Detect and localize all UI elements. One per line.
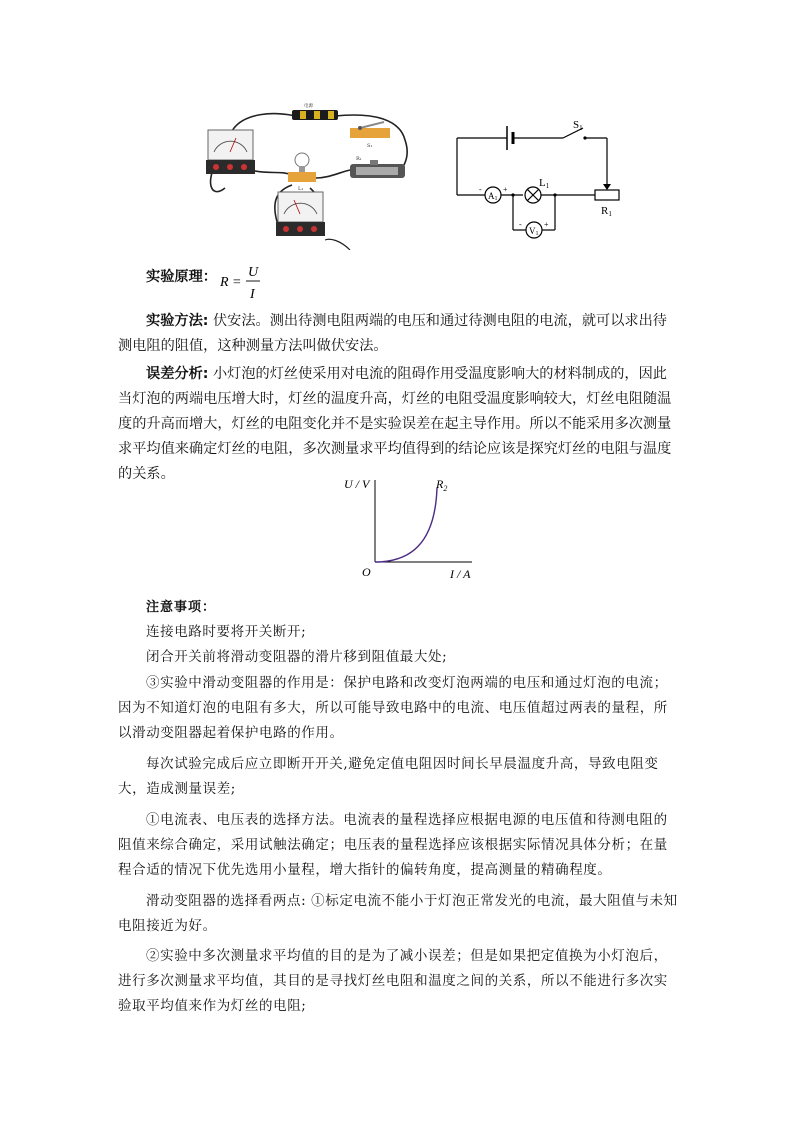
svg-text:A1: A1 <box>488 191 498 202</box>
rheostat-photo-icon <box>350 160 405 178</box>
switch-photo-label: S₁ <box>367 143 373 149</box>
note-item-7: ②实验中多次测量求平均值的目的是为了减小误差；但是如果把定值换为小灯泡后，进行多次测量求平均值，其目的是寻找灯丝电阻和温度之间的关系，所以不能进行多次实验取平均值来作为灯丝的电阻; <box>118 948 668 1014</box>
lamp-label: L1 <box>539 177 550 190</box>
error-paragraph <box>118 362 678 487</box>
error-text: 小灯泡的灯丝使采用对电流的阻碍作用受温度影响大的材料制成的，因此当灯泡的两端电压增大时，灯丝的温度升高，灯丝的电阻受温度影响较大，灯丝电阻随温度的升高而增大，灯丝的电阻变化并不是实验误差在起主导作用。所以不能采用多次测量求平均值来确定灯丝的电阻，多次测量求平均值得到的结论应该是探究灯丝的电阻与温度的关系。 <box>118 366 672 482</box>
method-text: 伏安法。测出待测电阻两端的电压和通过待测电阻的电流，就可以求出待测电阻的阻值，这种测量方法叫做伏安法。 <box>118 313 667 354</box>
bulb-photo-icon <box>288 153 316 182</box>
note-item-4: 每次试验完成后应立即断开开关,避免定值电阻因时间长早晨温度升高，导致电阻变大，造成测量误差; <box>118 756 659 797</box>
note-item-1: 连接电路时要将开关断开; <box>146 624 307 640</box>
curve-label: $R_2$ <box>436 477 448 493</box>
notes-title: 注意事项： <box>146 600 217 615</box>
ammeter-symbol <box>485 187 501 203</box>
svg-text:I: I <box>250 287 255 302</box>
note-item-2: 闭合开关前将滑动变阻器的滑片移到阻值最大处; <box>146 649 448 665</box>
ohm-formula <box>218 260 268 304</box>
rheostat-symbol <box>595 190 619 200</box>
ammeter-minus: - <box>479 185 482 194</box>
svg-text:U: U <box>248 265 259 280</box>
method-paragraph <box>118 309 678 359</box>
error-label: 误差分析: <box>146 366 209 382</box>
ammeter-plus: + <box>503 185 508 194</box>
y-axis-label: U / V <box>344 477 370 491</box>
lamp-symbol <box>525 187 541 203</box>
apparatus-illustration <box>200 100 420 250</box>
switch-icon <box>350 122 390 138</box>
principle-label: 实验原理： <box>146 269 217 285</box>
x-axis-label: I / A <box>450 567 471 581</box>
ammeter-photo-icon <box>206 130 255 174</box>
svg-text:=: = <box>232 275 242 290</box>
battery-symbol <box>507 126 513 150</box>
voltmeter-plus: + <box>544 220 549 229</box>
bulb-photo-label: L₁ <box>298 186 304 192</box>
rheostat-label: R1 <box>601 205 612 218</box>
note-item-3: ③实验中滑动变阻器的作用是：保护电路和改变灯泡两端的电压和通过灯泡的电流；因为不知道灯泡的电阻有多大，所以可能导致电路中的电流、电压值超过两表的量程，所以滑动变阻器起着保护电路的作用。 <box>118 675 668 741</box>
ui-graph <box>340 474 490 584</box>
voltmeter-symbol <box>526 222 542 238</box>
battery-label: 电源 <box>304 104 313 109</box>
rheostat-photo-label: R₁ <box>356 156 362 162</box>
voltmeter-photo-icon <box>276 192 325 236</box>
svg-text:R: R <box>220 275 229 290</box>
svg-text:V1: V1 <box>529 226 539 237</box>
method-label: 实验方法: <box>146 313 209 329</box>
circuit-diagram <box>445 108 635 248</box>
voltmeter-minus: - <box>519 220 522 229</box>
battery-icon <box>292 110 338 120</box>
note-item-6: 滑动变阻器的选择看两点: ①标定电流不能小于灯泡正常发光的电流，最大阻值与未知电阻接近为好。 <box>118 893 678 934</box>
origin-label: O <box>362 565 371 579</box>
r2-curve <box>375 488 437 562</box>
note-item-5: ①电流表、电压表的选择方法。电流表的量程选择应根据电源的电压值和待测电阻的阻值来综合确定，采用试触法确定；电压表的量程选择应该根据实际情况具体分析；在量程合适的情况下优先选用小量程，增大指针的偏转角度，提高测量的精确程度。 <box>118 812 668 878</box>
switch-label: S1 <box>573 119 583 132</box>
